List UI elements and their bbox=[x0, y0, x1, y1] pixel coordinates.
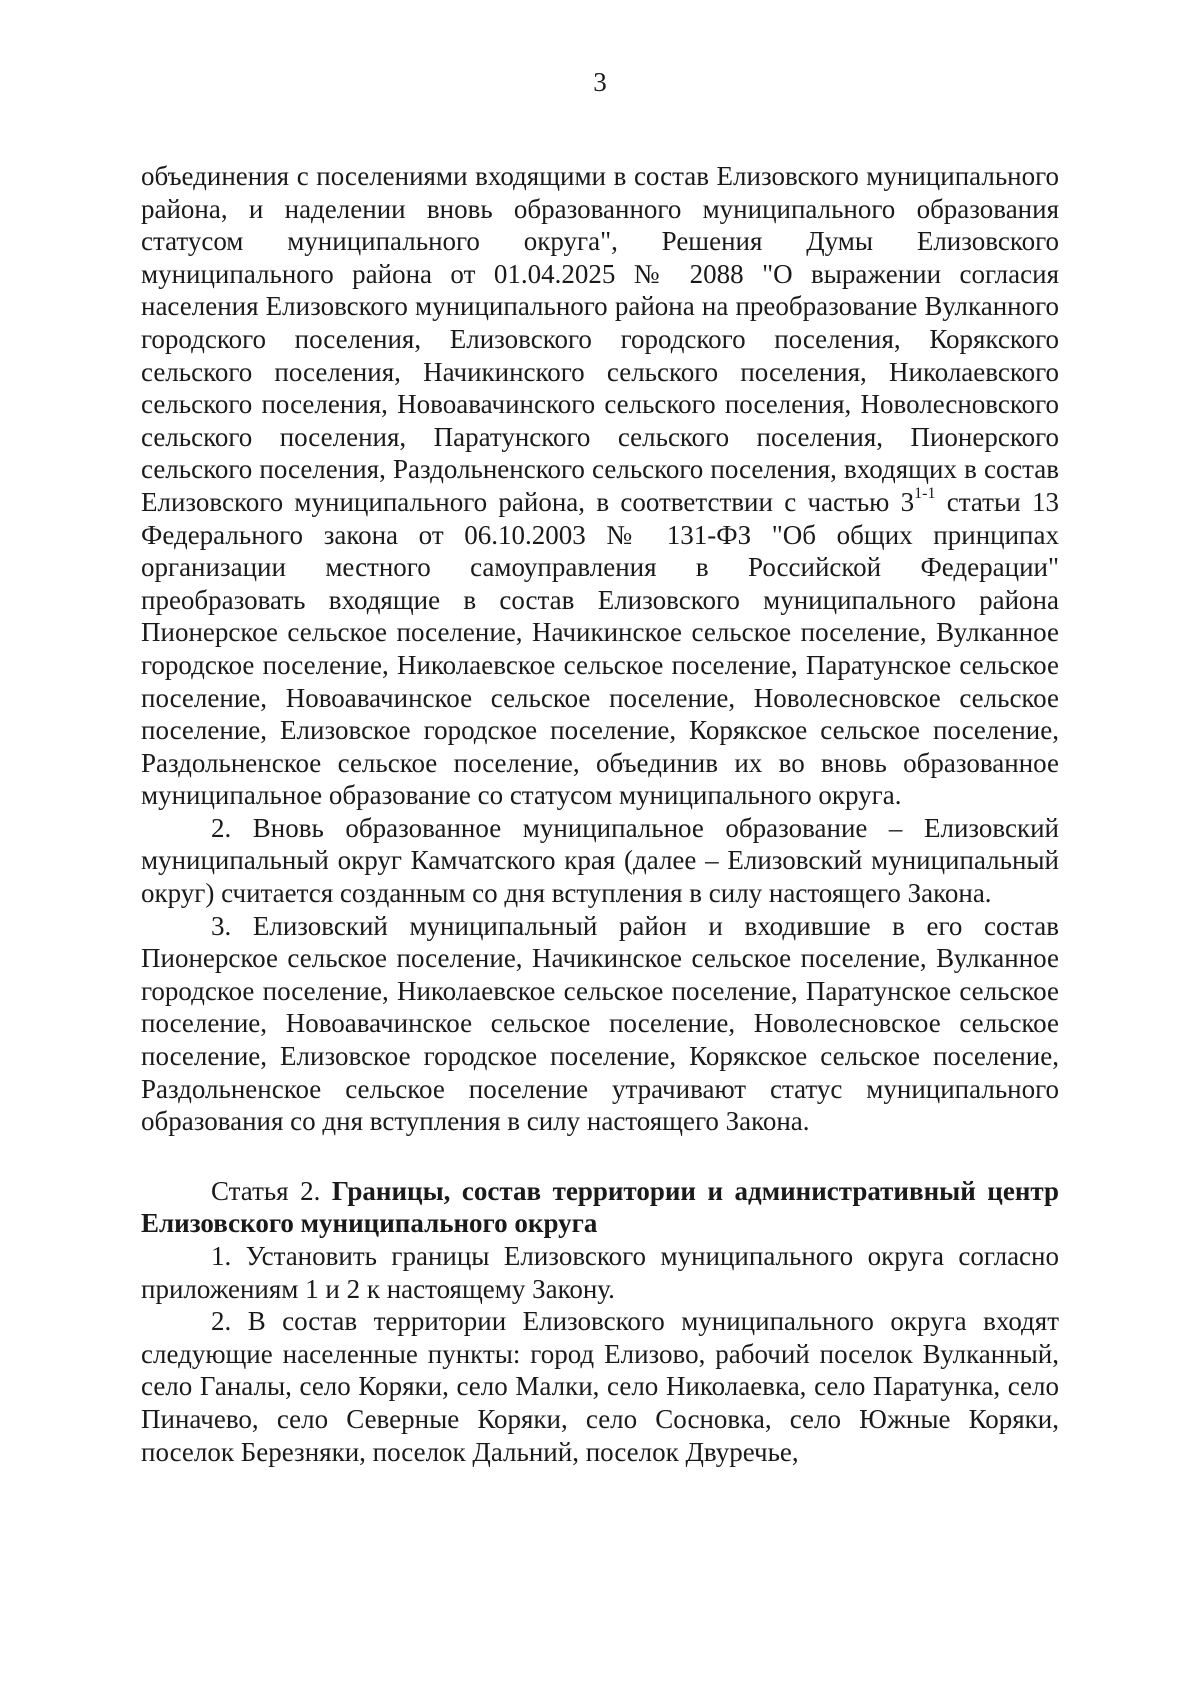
footnote-superscript: 1-1 bbox=[914, 484, 936, 502]
document-body bbox=[141, 160, 1059, 1468]
page-number: 3 bbox=[593, 67, 607, 97]
paragraph-intro-text: объединения с поселениями входящими в состав Елизовского муниципального района, и наделении вновь образованного муниципального образования статусом муниципального округа", Решения Думы Елизовского муниципального района от 01.04.2025 № 2088 "О выражении согласия населения Елизовского муниципального района на преобразование Вулканного городского поселения, Елизовского городского поселения, Корякского сельского поселения, Начикинского сельского поселения, Николаевского сельского поселения, Новоавачинского сельского поселения, Новолесновского сельского поселения, Паратунского сельского поселения, Пионерского сельского поселения, Раздольненского сельского поселения, входящих в состав Елизовского муниципального района, в соответствии с частью 3 bbox=[141, 161, 1059, 517]
paragraph-item-3: 3. Елизовский муниципальный район и входившие в его состав Пионерское сельское поселение, Начикинское сельское поселение, Вулканное городское поселение, Николаевское сельское поселение, Паратунское сельское поселение, Новоавачинское сельское поселение, Новолесновское сельское поселение, Елизовское городское поселение, Корякское сельское поселение, Раздольненское сельское поселение утрачивают статус муниципального образования со дня вступления в силу настоящего Закона. bbox=[141, 910, 1059, 1137]
article-item-2: 2. В состав территории Елизовского муниципального округа входят следующие населенные пункты: город Елизово, рабочий поселок Вулканный, село Ганалы, село Коряки, село Малки, село Николаевка, село Паратунка, село Пиначево, село Северные Коряки, село Сосновка, село Южные Коряки, поселок Березняки, поселок Дальний, поселок Двуречье, bbox=[141, 1306, 1059, 1467]
paragraph-item-2: 2. Вновь образованное муниципальное образование – Елизовский муниципальный округ Камчатского края (далее – Елизовский муниципальный округ) считается созданным со дня вступления в силу настоящего Закона. bbox=[141, 812, 1059, 909]
paragraph-intro bbox=[141, 160, 1059, 812]
article-item-1: 1. Установить границы Елизовского муниципального округа согласно приложениям 1 и 2 к настоящему Закону. bbox=[141, 1241, 1059, 1304]
article-title: Границы, состав территории и административный центр Елизовского муниципального округа bbox=[141, 1175, 1059, 1239]
article-number: Статья 2. bbox=[211, 1175, 332, 1206]
article-heading bbox=[141, 1175, 1059, 1240]
paragraph-intro-text-continued: статьи 13 Федерального закона от 06.10.2003 № 131-ФЗ "Об общих принципах организации местного самоуправления в Российской Федерации" преобразовать входящие в состав Елизовского муниципального района Пионерское сельское поселение, Начикинское сельское поселение, Вулканное городское поселение, Николаевское сельское поселение, Паратунское сельское поселение, Новоавачинское сельское поселение, Новолесновское сельское поселение, Елизовское городское поселение, Корякское сельское поселение, Раздольненское сельское поселение, объединив их во вновь образованное муниципальное образование со статусом муниципального округа. bbox=[141, 486, 1059, 811]
